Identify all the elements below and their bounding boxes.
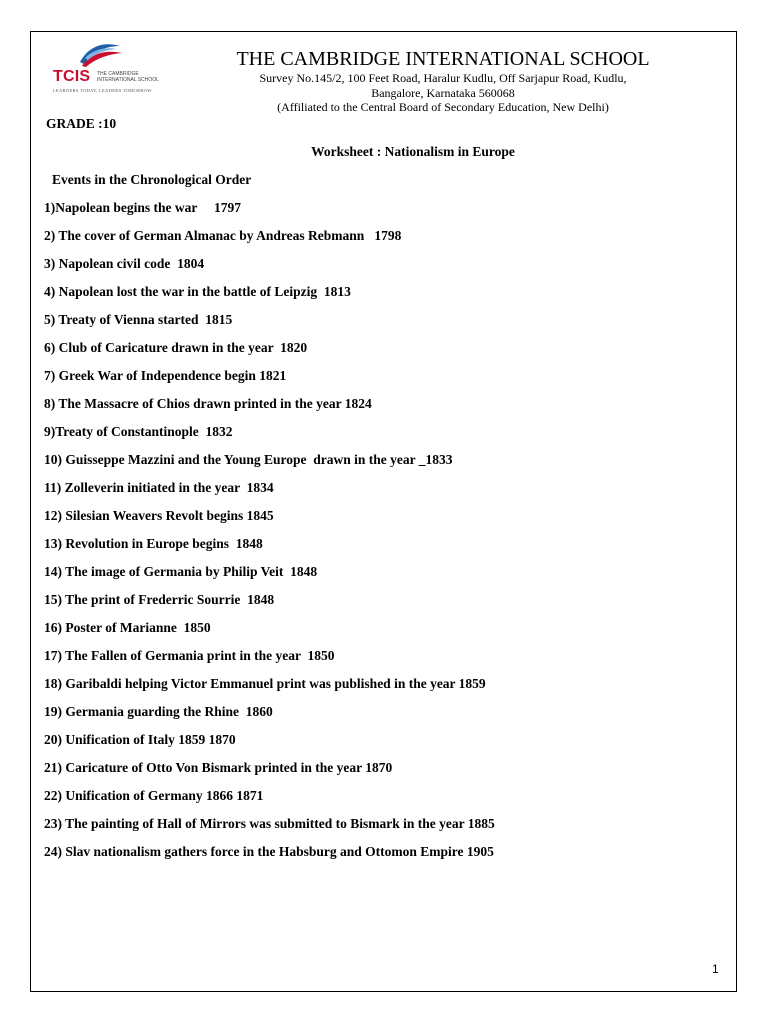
event-item: 19) Germania guarding the Rhine 1860 bbox=[44, 704, 273, 719]
logo-name-line2: INTERNATIONAL SCHOOL bbox=[97, 77, 159, 83]
address-line-2: Bangalore, Karnataka 560068 bbox=[371, 85, 515, 100]
event-item: 22) Unification of Germany 1866 1871 bbox=[44, 788, 264, 803]
event-item: 23) The painting of Hall of Mirrors was submitted to Bismark in the year 1885 bbox=[44, 816, 495, 831]
school-logo bbox=[52, 40, 164, 96]
worksheet-title: Worksheet : Nationalism in Europe bbox=[311, 144, 515, 159]
event-item: 16) Poster of Marianne 1850 bbox=[44, 620, 211, 635]
event-item: 9)Treaty of Constantinople 1832 bbox=[44, 424, 233, 439]
event-item: 12) Silesian Weavers Revolt begins 1845 bbox=[44, 508, 274, 523]
event-item: 11) Zolleverin initiated in the year 1834 bbox=[44, 480, 274, 495]
logo-name-line1: THE CAMBRIDGE bbox=[97, 71, 139, 77]
logo-emblem-icon bbox=[76, 40, 124, 68]
event-item: 7) Greek War of Independence begin 1821 bbox=[44, 368, 287, 383]
logo-school-name bbox=[97, 71, 167, 83]
event-item: 6) Club of Caricature drawn in the year 1820 bbox=[44, 340, 308, 355]
events-list bbox=[44, 200, 495, 872]
event-item: 15) The print of Frederric Sourrie 1848 bbox=[44, 592, 275, 607]
event-item: 5) Treaty of Vienna started 1815 bbox=[44, 312, 233, 327]
logo-tagline: LEARNERS TODAY, LEADERS TOMORROW bbox=[53, 88, 152, 93]
event-item: 17) The Fallen of Germania print in the year 1850 bbox=[44, 648, 335, 663]
event-item: 20) Unification of Italy 1859 1870 bbox=[44, 732, 236, 747]
logo-abbr: TCIS bbox=[53, 68, 91, 85]
event-item: 10) Guisseppe Mazzini and the Young Europe drawn in the year _1833 bbox=[44, 452, 453, 467]
affiliation-note: (Affiliated to the Central Board of Secondary Education, New Delhi) bbox=[277, 100, 609, 114]
event-item: 14) The image of Germania by Philip Veit 1848 bbox=[44, 564, 318, 579]
event-item: 8) The Massacre of Chios drawn printed in the year 1824 bbox=[44, 396, 372, 411]
page-number: 1 bbox=[712, 962, 719, 976]
school-address bbox=[160, 71, 726, 115]
school-name: THE CAMBRIDGE INTERNATIONAL SCHOOL bbox=[236, 48, 650, 70]
event-item: 24) Slav nationalism gathers force in the Habsburg and Ottomon Empire 1905 bbox=[44, 844, 494, 859]
address-line-1: Survey No.145/2, 100 Feet Road, Haralur Kudlu, Off Sarjapur Road, Kudlu, bbox=[259, 71, 627, 85]
events-subheading: Events in the Chronological Order bbox=[52, 172, 252, 187]
event-item: 2) The cover of German Almanac by Andreas Rebmann 1798 bbox=[44, 228, 402, 243]
event-item: 21) Caricature of Otto Von Bismark printed in the year 1870 bbox=[44, 760, 393, 775]
event-item: 18) Garibaldi helping Victor Emmanuel print was published in the year 1859 bbox=[44, 676, 486, 691]
event-item: 3) Napolean civil code 1804 bbox=[44, 256, 205, 271]
event-item: 4) Napolean lost the war in the battle of Leipzig 1813 bbox=[44, 284, 351, 299]
grade-label: GRADE :10 bbox=[46, 116, 117, 131]
event-item: 1)Napolean begins the war 1797 bbox=[44, 200, 242, 215]
event-item: 13) Revolution in Europe begins 1848 bbox=[44, 536, 263, 551]
